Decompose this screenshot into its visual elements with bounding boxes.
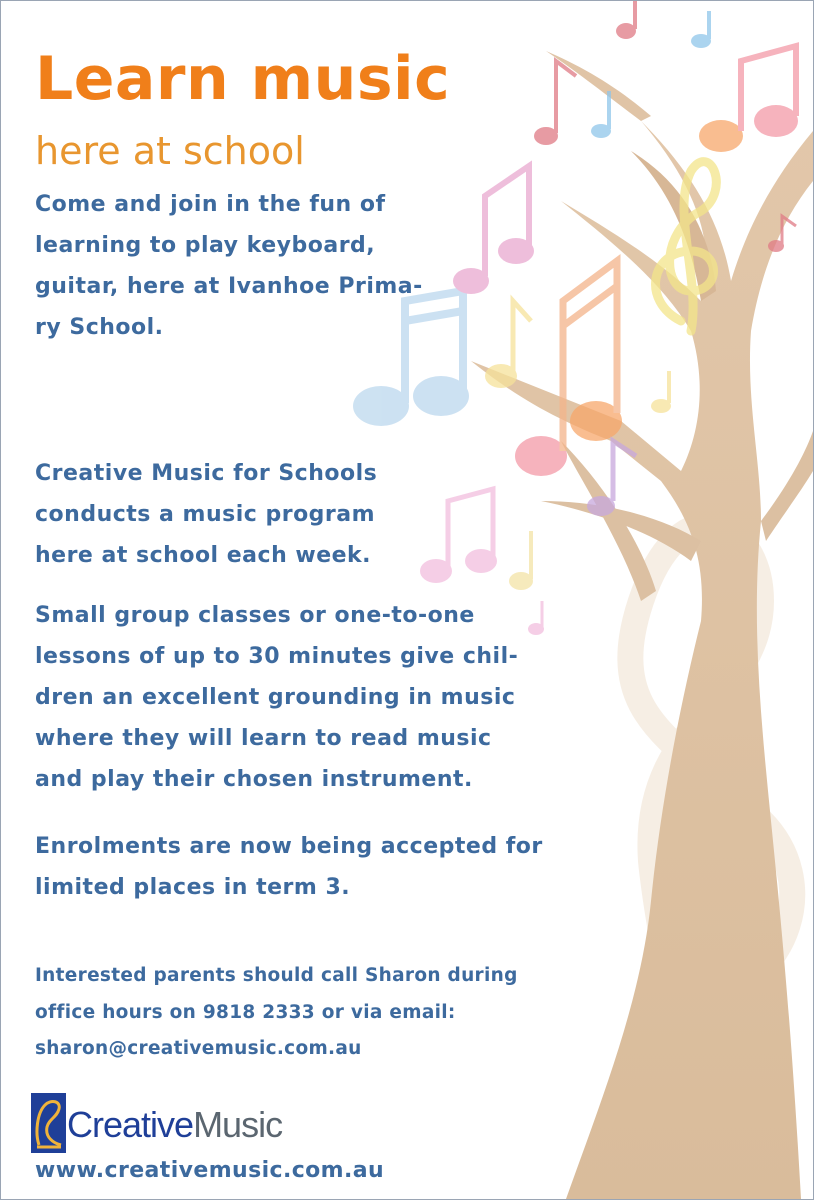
music-note-icon <box>509 531 533 590</box>
music-note-icon <box>528 601 544 635</box>
music-note-icon <box>420 489 497 583</box>
music-note-icon <box>587 441 636 516</box>
program-line: conducts a music program <box>35 502 376 527</box>
classes-line: and play their chosen instrument. <box>35 767 473 792</box>
intro-line: guitar, here at Ivanhoe Prima- <box>35 274 423 299</box>
intro-paragraph <box>35 184 423 348</box>
logo-word-music: Music <box>193 1104 283 1145</box>
music-note-icon <box>651 371 671 413</box>
enrolments-paragraph <box>35 826 543 908</box>
classes-line: Small group classes or one-to-one <box>35 603 475 628</box>
classes-line: lessons of up to 30 minutes give chil- <box>35 644 519 669</box>
classes-line: where they will learn to read music <box>35 726 492 751</box>
logo-word-creative: Creative <box>67 1104 194 1145</box>
intro-line: learning to play keyboard, <box>35 233 376 258</box>
music-note-icon <box>616 1 636 39</box>
harp-logo-icon <box>31 1093 66 1153</box>
logo-wordmark <box>67 1103 282 1147</box>
page-subtitle: here at school <box>35 129 305 173</box>
website-link[interactable]: www.creativemusic.com.au <box>35 1158 385 1183</box>
creative-music-logo <box>31 1091 291 1153</box>
contact-line: Interested parents should call Sharon during <box>35 965 518 986</box>
contact-paragraph <box>35 958 518 1068</box>
intro-line: Come and join in the fun of <box>35 192 386 217</box>
enrolments-line: Enrolments are now being accepted for <box>35 834 543 859</box>
enrolments-line: limited places in term 3. <box>35 875 351 900</box>
music-note-icon <box>534 61 576 145</box>
program-line: here at school each week. <box>35 543 372 568</box>
music-note-icon <box>591 91 611 138</box>
music-note-icon <box>453 166 534 294</box>
music-note-icon <box>691 11 711 48</box>
music-note-icon <box>485 301 531 388</box>
program-paragraph <box>35 453 377 576</box>
music-note-icon <box>699 46 798 152</box>
classes-line: dren an excellent grounding in music <box>35 685 516 710</box>
contact-line: office hours on 9818 2333 or via email: <box>35 1001 456 1023</box>
music-note-icon <box>515 261 622 476</box>
classes-paragraph <box>35 595 518 800</box>
intro-line: ry School. <box>35 315 164 340</box>
contact-email[interactable]: sharon@creativemusic.com.au <box>35 1038 362 1059</box>
page-title: Learn music <box>35 44 451 114</box>
program-line: Creative Music for Schools <box>35 461 378 486</box>
